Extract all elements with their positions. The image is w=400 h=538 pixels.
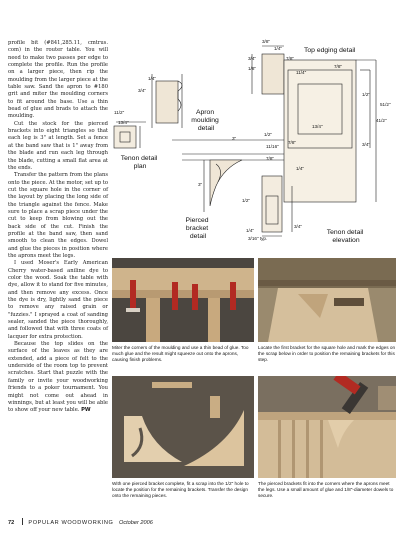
issue-date: October 2006 bbox=[118, 520, 153, 526]
dim-label: 7/8" bbox=[334, 64, 343, 69]
dim-label: 7/8" bbox=[286, 56, 295, 61]
body-paragraph: I used Moser's Early American Cherry water-based aniline dye to color the wood. Soak the table with dye, allow it to stand for five minutes, and then remove any excess. Once the dye is dry, lightly sand the piece to remove any raised grain or "fuzzies." I sprayed a coat of sanding sealer, sanded the piece thoroughly, and followed that with three coats of lacquer for extra protection. bbox=[8, 260, 108, 340]
top-edging-shape bbox=[262, 54, 284, 94]
caption-hammer-brackets: The pierced brackets fit into the corners where the aprons meet the legs. Use a small amount of glue and 1/8"-diameter dowels to secure. bbox=[258, 481, 394, 498]
caption-bracket-locate: Locate the first bracket for the square hole and mark the edges on the scrap below in order to position the remaining brackets for this step. bbox=[258, 345, 396, 362]
page-number: 72 bbox=[8, 520, 15, 526]
photo-pierced-brackets bbox=[112, 376, 254, 478]
page-footer bbox=[8, 518, 392, 528]
dim-label: 7/8" bbox=[288, 140, 297, 145]
magazine-name: POPULAR WOODWORKING bbox=[28, 520, 114, 526]
label-tenon-elevation: Tenon detail elevation bbox=[326, 229, 364, 244]
leg-elevation bbox=[284, 60, 356, 202]
author-signature: PW bbox=[81, 407, 91, 414]
dim-label: 3" bbox=[198, 182, 203, 187]
label-tenon-plan: Tenon detail plan bbox=[120, 155, 158, 170]
label-apron-moulding: Apron moulding detail bbox=[191, 109, 219, 132]
dim-label: 1/2" bbox=[264, 132, 273, 137]
dim-label: 3/16" typ. bbox=[248, 236, 268, 241]
photo-hammer-brackets bbox=[258, 376, 396, 478]
caption-moulding: Miter the corners of the moulding and use a thin bead of glue. Too much glue and the result might squeeze out onto the aprons, causing finish problems. bbox=[112, 345, 249, 362]
dim-label: 1/4" bbox=[274, 46, 283, 51]
tenon-plan-shape bbox=[114, 126, 136, 148]
photo-moulding-clamps bbox=[112, 258, 254, 342]
dim-label: 7/8" bbox=[266, 156, 275, 161]
dim-label: 3/4" bbox=[248, 56, 257, 61]
dim-label: 13/4" bbox=[312, 124, 323, 129]
body-paragraph: Cut the stock for the pierced brackets into eight triangles so that each leg is 3" at length. Set a fence at the band saw that is 1" away from the blade and run each leg through the blade, cutting a small flat area at the ends. bbox=[8, 120, 108, 171]
dim-label: 13/4" bbox=[118, 120, 129, 125]
body-paragraph: Transfer the pattern from the plans onto the piece. At the motor, set up to cut the square hole in the corner of the layout by placing the long side of the triangle against the fence. Make sure to place a scrap piece under the cut to keep from blowing out the back side of the cut. Finish the profile at the band saw, then sand smooth to clean the edges. Dowel and glue the pieces in position where the aprons meet the legs. bbox=[8, 172, 108, 259]
dim-label: 51/2" bbox=[380, 102, 391, 107]
dim-label: 3/4" bbox=[138, 88, 147, 93]
dim-label: 41/2" bbox=[376, 118, 387, 123]
dim-label: 3/8" bbox=[262, 39, 271, 44]
dim-label: 1/4" bbox=[148, 76, 157, 81]
dim-label: 1/4" bbox=[246, 228, 255, 233]
caption-pierced-brackets: With one pierced bracket complete, fit a scrap into the 1/2" hole to locate the position for the remaining brackets. Transfer the design onto the remaining pieces. bbox=[112, 481, 249, 498]
footer-divider bbox=[22, 518, 23, 525]
photo-bracket-locate bbox=[258, 258, 396, 342]
dim-label: 11/2" bbox=[114, 110, 125, 115]
dim-label: 1/2" bbox=[362, 92, 371, 97]
technical-diagram bbox=[112, 36, 396, 254]
apron-moulding-profile bbox=[156, 81, 178, 123]
tenon-elevation-shape bbox=[262, 176, 282, 232]
dim-label: 11/16" bbox=[266, 144, 279, 149]
dim-label: 3" bbox=[232, 136, 237, 141]
pierced-bracket-shape bbox=[210, 160, 242, 206]
dim-label: 3/4" bbox=[294, 224, 303, 229]
dim-label: 1/8" bbox=[248, 66, 257, 71]
dim-label: 11/4" bbox=[296, 70, 307, 75]
dim-label: 3/4" bbox=[362, 142, 371, 147]
body-paragraph: profile bit (#841,285.11, cmtrus. com) in the router table. You will need to make two passes per edge to complete the profile. Run the profile on a larger piece, then rip the moulding from the larger piece at the table saw. Sand the apron to #180 grit and miter the moulding corners to fit around the base. Use a thin bead of glue and brads to attach the moulding. bbox=[8, 40, 108, 120]
label-pierced-bracket: Pierced bracket detail bbox=[185, 217, 209, 240]
label-top-edging: Top edging detail bbox=[304, 47, 356, 54]
body-paragraph: Because the top slides on the surface of the leaves as they are extended, add a piece of felt to the underside of the room top to prevent scratches. Start that puzzle with the family or invite your woodworking friends to a poker tournament. You might not come out ahead in winnings, but at least you will be able to show off your new table. PW bbox=[8, 341, 108, 414]
body-text-column bbox=[8, 40, 108, 415]
dim-label: 1/4" bbox=[296, 166, 305, 171]
dim-label: 1/2" bbox=[242, 198, 251, 203]
